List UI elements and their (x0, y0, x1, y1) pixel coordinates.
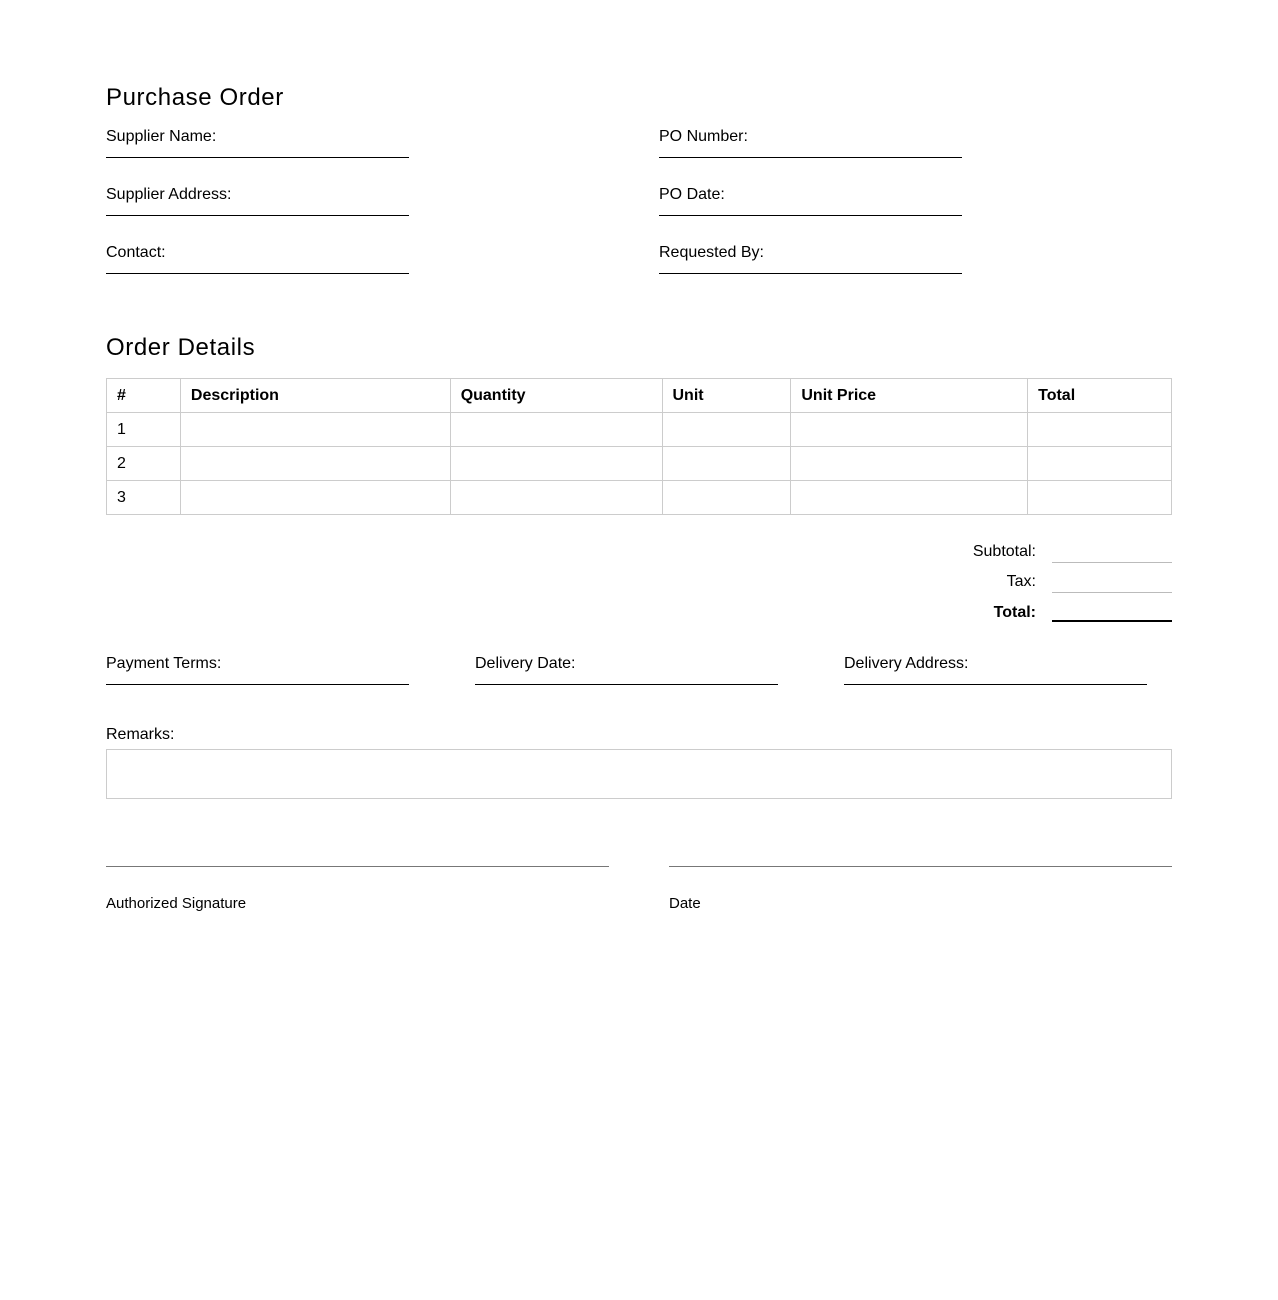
row-number: 3 (107, 481, 181, 515)
contact-input-line[interactable] (106, 273, 409, 274)
delivery-date-input-line[interactable] (475, 684, 778, 685)
po-date-label: PO Date: (659, 186, 725, 203)
quantity-cell[interactable] (450, 413, 662, 447)
unit-cell[interactable] (662, 447, 791, 481)
delivery-address-field[interactable] (844, 655, 1147, 673)
row-number: 2 (107, 447, 181, 481)
supplier-address-field[interactable] (106, 186, 409, 204)
tax-row (872, 573, 1172, 597)
row-number: 1 (107, 413, 181, 447)
delivery-address-label: Delivery Address: (844, 655, 969, 672)
supplier-name-label: Supplier Name: (106, 128, 217, 145)
total-cell[interactable] (1028, 447, 1172, 481)
table-row (107, 413, 1172, 447)
order-details-title: Order Details (106, 334, 256, 361)
tax-input-line[interactable] (1052, 592, 1172, 593)
payment-terms-field[interactable] (106, 655, 409, 673)
total-label: Total: (993, 604, 1036, 621)
page-title: Purchase Order (106, 84, 284, 111)
total-cell[interactable] (1028, 481, 1172, 515)
delivery-date-label: Delivery Date: (475, 655, 576, 672)
order-items-table (106, 378, 1172, 515)
date-signature-line[interactable] (669, 866, 1172, 867)
quantity-cell[interactable] (450, 447, 662, 481)
unit-cell[interactable] (662, 413, 791, 447)
supplier-name-field[interactable] (106, 128, 409, 146)
total-input-line[interactable] (1052, 620, 1172, 622)
payment-terms-input-line[interactable] (106, 684, 409, 685)
contact-label: Contact: (106, 244, 166, 261)
total-row (872, 604, 1172, 628)
contact-field[interactable] (106, 244, 409, 262)
subtotal-row (872, 543, 1172, 567)
po-date-input-line[interactable] (659, 215, 962, 216)
column-header-number: # (107, 379, 181, 413)
subtotal-label: Subtotal: (972, 543, 1036, 560)
date-label: Date (669, 895, 701, 912)
column-header-total: Total (1028, 379, 1172, 413)
remarks-label: Remarks: (106, 726, 175, 743)
requested-by-input-line[interactable] (659, 273, 962, 274)
supplier-address-input-line[interactable] (106, 215, 409, 216)
total-cell[interactable] (1028, 413, 1172, 447)
description-cell[interactable] (180, 447, 450, 481)
unit-price-cell[interactable] (791, 481, 1028, 515)
po-date-field[interactable] (659, 186, 962, 204)
description-cell[interactable] (180, 481, 450, 515)
column-header-description: Description (180, 379, 450, 413)
po-number-field[interactable] (659, 128, 962, 146)
unit-price-cell[interactable] (791, 447, 1028, 481)
table-header-row (107, 379, 1172, 413)
column-header-quantity: Quantity (450, 379, 662, 413)
po-number-input-line[interactable] (659, 157, 962, 158)
payment-terms-label: Payment Terms: (106, 655, 222, 672)
tax-label: Tax: (1006, 573, 1036, 590)
authorized-signature-line[interactable] (106, 866, 609, 867)
description-cell[interactable] (180, 413, 450, 447)
quantity-cell[interactable] (450, 481, 662, 515)
table-row (107, 447, 1172, 481)
requested-by-label: Requested By: (659, 244, 764, 261)
requested-by-field[interactable] (659, 244, 962, 262)
po-number-label: PO Number: (659, 128, 748, 145)
table-row (107, 481, 1172, 515)
subtotal-input-line[interactable] (1052, 562, 1172, 563)
unit-cell[interactable] (662, 481, 791, 515)
delivery-address-input-line[interactable] (844, 684, 1147, 685)
authorized-signature-label: Authorized Signature (106, 895, 247, 912)
column-header-unit-price: Unit Price (791, 379, 1028, 413)
delivery-date-field[interactable] (475, 655, 778, 673)
remarks-textarea[interactable] (106, 749, 1172, 799)
column-header-unit: Unit (662, 379, 791, 413)
unit-price-cell[interactable] (791, 413, 1028, 447)
supplier-name-input-line[interactable] (106, 157, 409, 158)
supplier-address-label: Supplier Address: (106, 186, 232, 203)
